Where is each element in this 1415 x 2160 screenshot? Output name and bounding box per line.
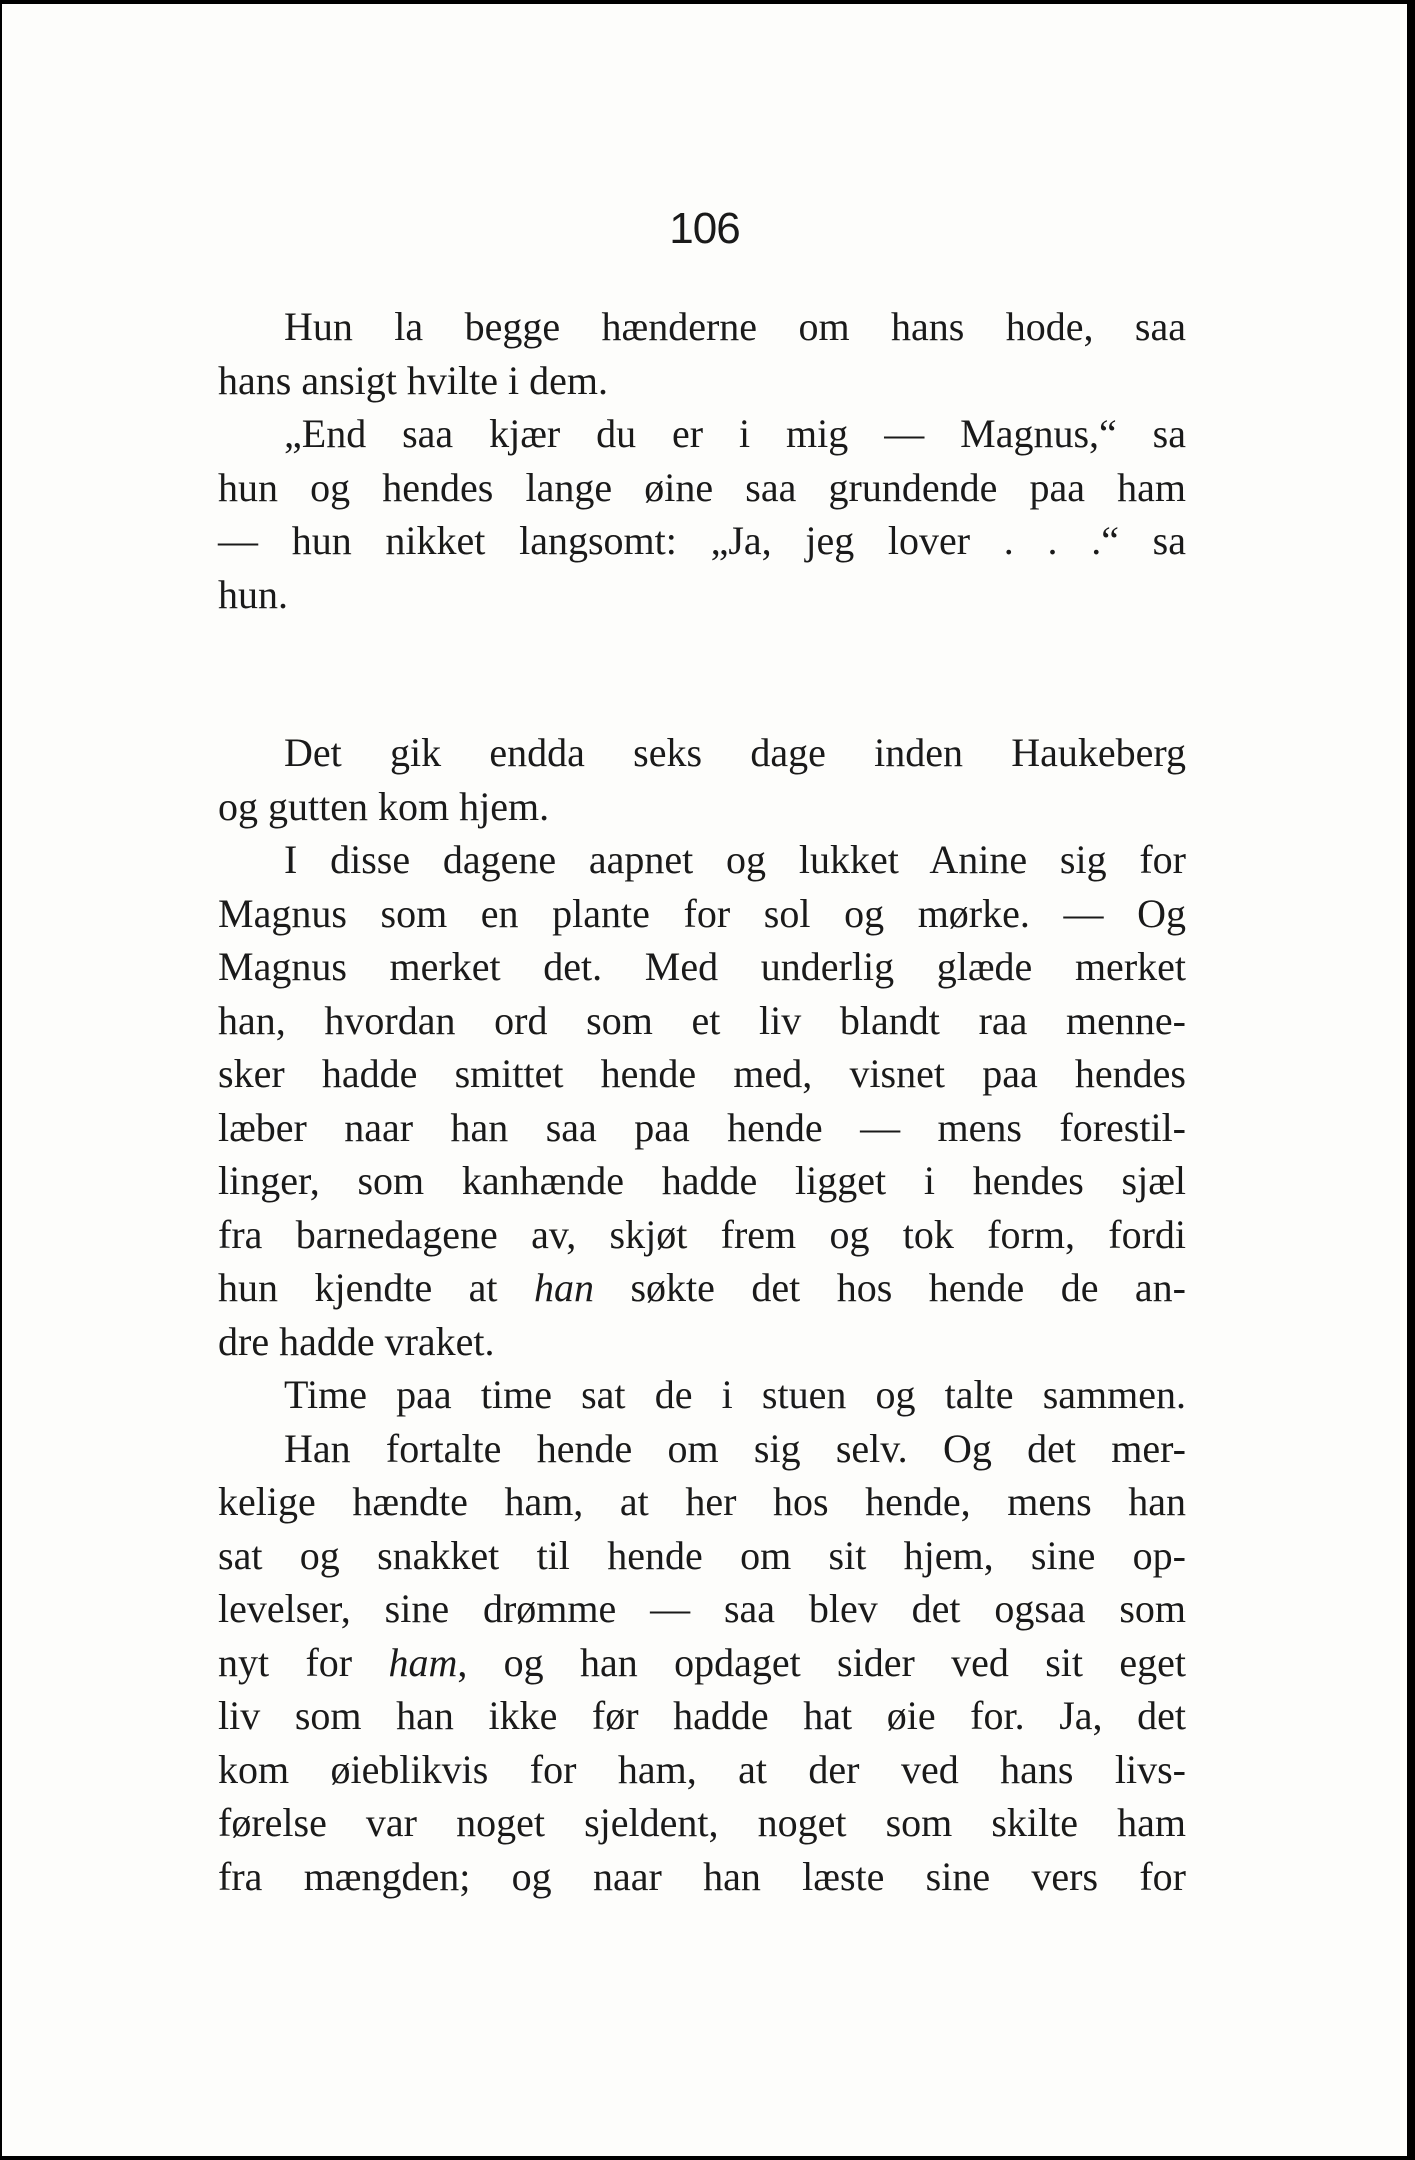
text-line: Hun la begge hænderne om hans hode, saa (284, 304, 1186, 349)
text-line: Magnus merket det. Med underlig glæde merket (218, 944, 1186, 989)
text-line: dre hadde vraket. (218, 1318, 495, 1364)
text-line: han, hvordan ord som et liv blandt raa menne- (218, 997, 1186, 1043)
text-fragment: nyt for (218, 1639, 389, 1685)
text-fragment: , og han opdaget sider ved sit eget (457, 1639, 1186, 1685)
text-line: Time paa time sat de i stuen og talte sammen. (284, 1372, 1186, 1417)
text-line: kelige hændte ham, at her hos hende, mens han (218, 1479, 1186, 1524)
text-line: hun. (218, 571, 288, 617)
text-line: Det gik endda seks dage inden Haukeberg (284, 730, 1186, 775)
text-line: fra mængden; og naar han læste sine vers for (218, 1853, 1186, 1899)
text-line: Magnus som en plante for sol og mørke. — Og (218, 890, 1186, 936)
text-line: og gutten kom hjem. (218, 783, 550, 829)
text-line: kom øieblikvis for ham, at der ved hans livs- (218, 1746, 1186, 1792)
text-line: hun og hendes lange øine saa grundende paa ham (218, 464, 1186, 510)
text-line: hans ansigt hvilte i dem. (218, 357, 608, 403)
text-line (218, 1261, 1186, 1315)
text-line (218, 1636, 1186, 1690)
text-fragment: søkte det hos hende de an- (594, 1265, 1186, 1310)
book-page (2, 4, 1407, 2156)
text-fragment: hun kjendte at (218, 1265, 534, 1310)
text-line: læber naar han saa paa hende — mens forestil- (218, 1104, 1186, 1150)
text-line: levelser, sine drømme — saa blev det ogsaa som (218, 1586, 1186, 1631)
text-line: sat og snakket til hende om sit hjem, sine op- (218, 1532, 1186, 1578)
italic-word: ham (388, 1639, 458, 1685)
page-number: 106 (669, 204, 740, 253)
text-line: I disse dagene aapnet og lukket Anine sig for (284, 837, 1186, 882)
text-line: sker hadde smittet hende med, visnet paa hendes (218, 1051, 1186, 1096)
text-line: Han fortalte hende om sig selv. Og det mer- (284, 1425, 1186, 1471)
italic-word: han (534, 1265, 594, 1310)
text-line: linger, som kanhænde hadde ligget i hendes sjæl (218, 1158, 1186, 1203)
text-section-1 (218, 300, 1186, 621)
text-line: fra barnedagene av, skjøt frem og tok form, fordi (218, 1211, 1186, 1257)
text-line: førelse var noget sjeldent, noget som skilte ham (218, 1800, 1186, 1845)
text-line: — hun nikket langsomt: „Ja, jeg lover . . .“ sa (218, 518, 1186, 563)
text-section-2 (218, 726, 1186, 1903)
text-line: liv som han ikke før hadde hat øie for. Ja, det (218, 1693, 1186, 1738)
text-line: „End saa kjær du er i mig — Magnus,“ sa (284, 411, 1186, 456)
